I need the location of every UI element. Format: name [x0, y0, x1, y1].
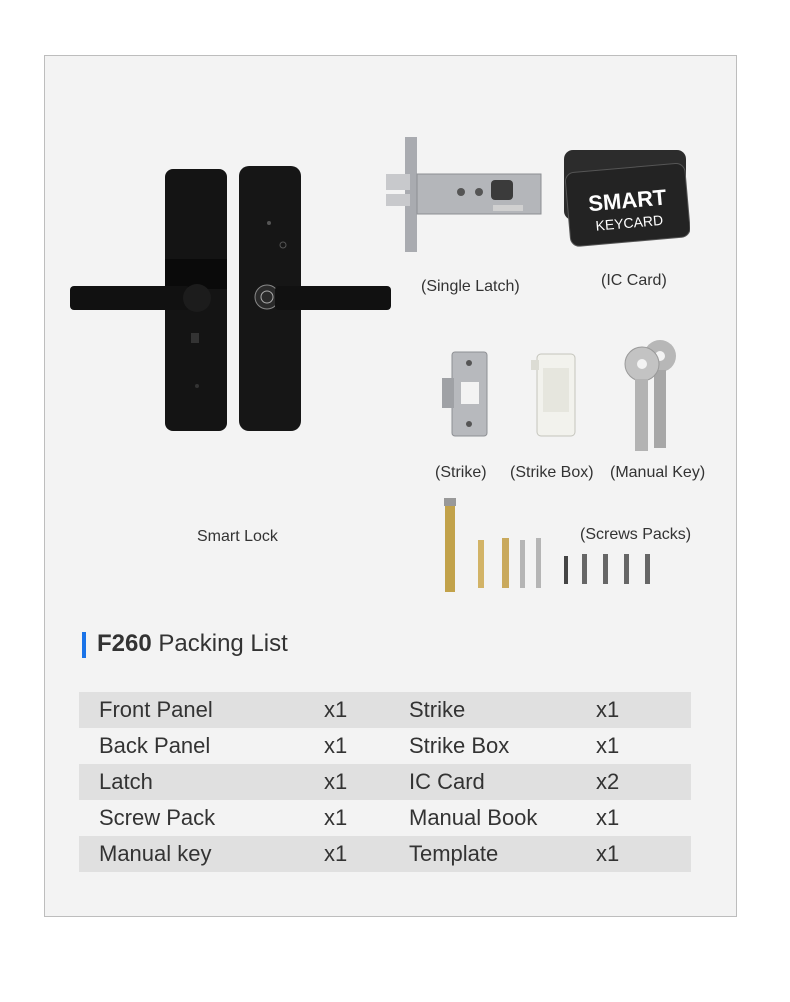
caption-manual-key: (Manual Key)	[610, 464, 706, 481]
table-row	[79, 800, 691, 836]
packing-list-table	[79, 692, 691, 872]
item-qty: x1	[596, 836, 691, 872]
table-row	[79, 764, 691, 800]
item-qty: x2	[596, 764, 691, 800]
strike-box-image	[527, 348, 587, 440]
item-qty: x1	[596, 733, 620, 758]
caption-single-latch: (Single Latch)	[421, 278, 520, 295]
title-accent-bar	[82, 632, 86, 658]
item-name: Latch	[79, 764, 324, 800]
table-row	[79, 728, 691, 764]
item-name: Screw Pack	[99, 805, 216, 830]
item-name: Strike	[409, 692, 596, 728]
screws-pack-image	[440, 496, 660, 596]
single-latch-image	[381, 132, 546, 257]
caption-ic-card: (IC Card)	[601, 272, 667, 289]
table-row	[79, 836, 691, 872]
item-qty: x1	[596, 692, 691, 728]
item-qty: x1	[596, 805, 620, 830]
card-line2: KEYCARD	[594, 211, 664, 234]
item-name: IC Card	[409, 764, 596, 800]
smart-lock-image	[65, 161, 395, 441]
caption-screws-packs: (Screws Packs)	[580, 526, 692, 543]
card-line1: SMART	[587, 184, 668, 217]
strike-image	[437, 348, 497, 440]
item-name: Back Panel	[99, 733, 211, 758]
item-name: Strike Box	[409, 733, 510, 758]
title-text: Packing List	[158, 630, 288, 657]
item-name: Front Panel	[79, 692, 324, 728]
item-qty: x1	[324, 733, 348, 758]
item-name: Template	[409, 836, 596, 872]
model-number: F260	[97, 630, 152, 657]
packing-list-title	[97, 630, 288, 658]
caption-strike-box: (Strike Box)	[510, 464, 594, 481]
item-name: Manual key	[79, 836, 324, 872]
caption-smart-lock: Smart Lock	[197, 528, 278, 545]
item-name: Manual Book	[409, 805, 538, 830]
item-qty: x1	[324, 836, 409, 872]
caption-strike: (Strike)	[435, 464, 487, 481]
manual-key-image	[620, 334, 700, 454]
table-row	[79, 692, 691, 728]
ic-card-image	[560, 148, 690, 248]
item-qty: x1	[324, 805, 348, 830]
item-qty: x1	[324, 692, 409, 728]
product-panel	[44, 55, 737, 917]
item-qty: x1	[324, 764, 409, 800]
